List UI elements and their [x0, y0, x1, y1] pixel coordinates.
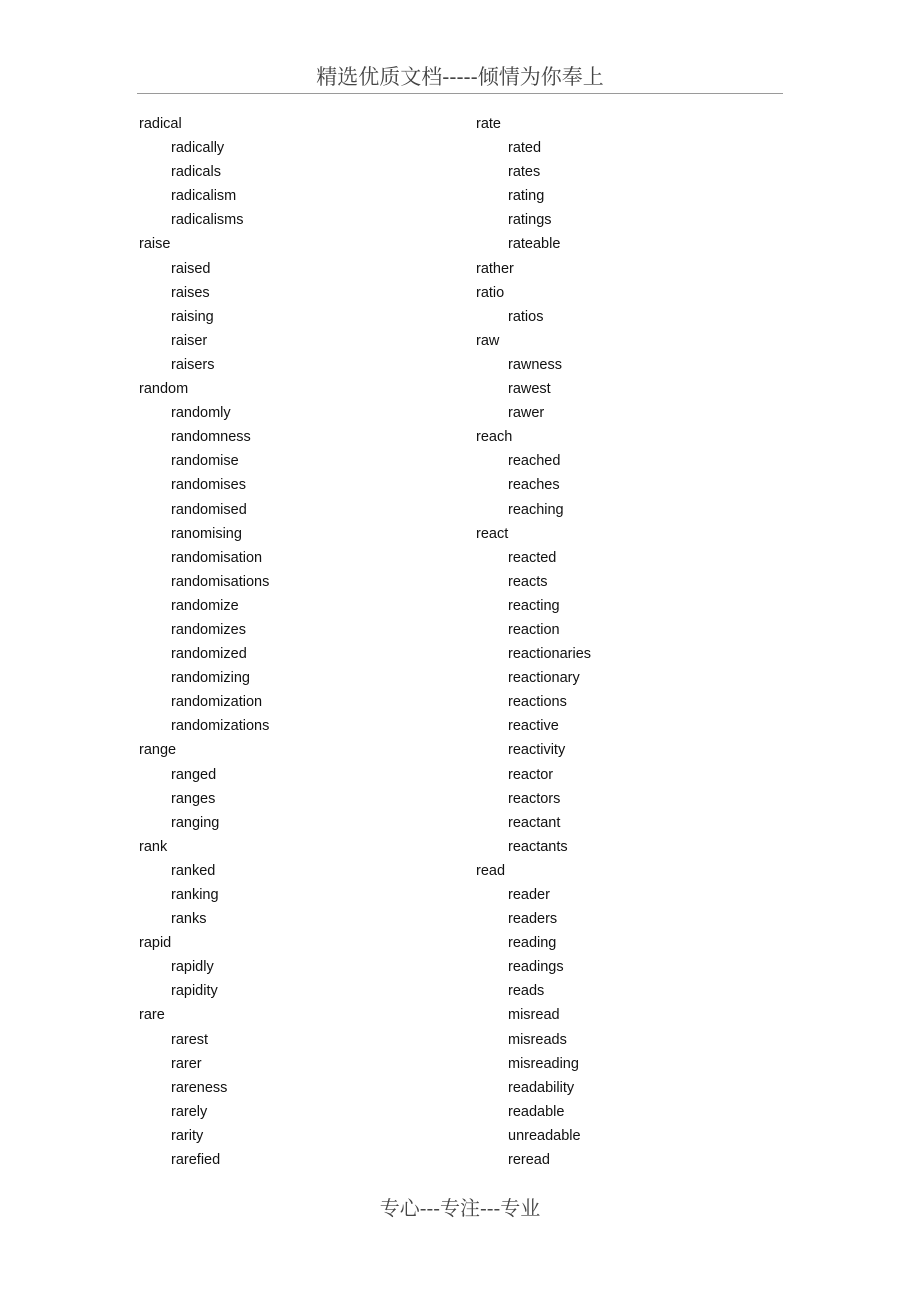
word-form: rarity	[171, 1127, 204, 1144]
word-form: rareness	[171, 1079, 228, 1096]
page-footer: 专心---专注---专业	[379, 1196, 541, 1220]
word-list-right-column	[476, 112, 591, 1172]
headword: rapid	[139, 935, 172, 952]
word-list-left-column	[139, 112, 269, 1172]
word-form: reaching	[508, 501, 564, 518]
headword: read	[476, 862, 506, 879]
word-form: ranks	[171, 911, 207, 928]
word-form: readable	[508, 1103, 565, 1120]
word-form: ranking	[171, 887, 219, 903]
headword: raw	[476, 332, 500, 349]
word-form: raising	[171, 308, 214, 325]
word-form: reaches	[508, 477, 560, 494]
word-form: rated	[508, 140, 542, 157]
word-form: reactive	[508, 718, 559, 735]
word-form: readers	[508, 911, 558, 928]
word-form: reactor	[508, 766, 554, 783]
word-form: reactors	[508, 790, 561, 807]
word-form: rapidly	[171, 959, 214, 976]
word-form: radicals	[171, 164, 221, 181]
word-form: rateable	[508, 236, 561, 253]
word-form: misreading	[508, 1055, 579, 1072]
word-form: reactant	[508, 814, 561, 831]
word-form: rarer	[171, 1055, 202, 1072]
word-form: reaction	[508, 621, 560, 638]
word-form: ratings	[508, 212, 552, 229]
word-form: readability	[508, 1079, 575, 1096]
word-form: randomizing	[171, 670, 250, 687]
word-form: reading	[508, 935, 557, 952]
word-form: rates	[508, 164, 541, 181]
word-form: randomises	[171, 477, 246, 494]
word-form: rawest	[508, 381, 551, 398]
word-form: rawness	[508, 356, 562, 373]
word-form: ranged	[171, 766, 217, 783]
word-form: ratios	[508, 308, 544, 325]
word-form: reacts	[508, 573, 548, 590]
word-form: reacted	[508, 549, 557, 566]
word-form: reactivity	[508, 742, 566, 759]
word-form: raises	[171, 284, 210, 301]
word-form: randomise	[171, 453, 239, 470]
word-form: rating	[508, 188, 545, 205]
headword: random	[139, 381, 189, 398]
word-form: rawer	[508, 405, 545, 422]
word-form: radicalisms	[171, 212, 244, 229]
headword: raise	[139, 236, 171, 253]
word-form: randomization	[171, 694, 263, 711]
headword: react	[476, 525, 509, 542]
word-form: misreads	[508, 1031, 567, 1048]
word-form: radicalism	[171, 188, 237, 205]
word-form: rapidity	[171, 983, 218, 1000]
word-form: reached	[508, 453, 561, 470]
word-form: randomized	[171, 646, 247, 663]
page-header: 精选优质文档-----倾情为你奉上	[316, 65, 604, 89]
word-form: reread	[508, 1152, 550, 1169]
word-form: reader	[508, 887, 550, 903]
word-form: reads	[508, 983, 545, 1000]
word-form: raiser	[171, 332, 208, 349]
headword: rare	[139, 1007, 165, 1024]
word-form: randomly	[171, 405, 231, 422]
word-form: raised	[171, 260, 211, 277]
word-form: ranked	[171, 862, 216, 879]
word-form: randomizations	[171, 718, 270, 735]
word-form: ranging	[171, 814, 220, 831]
word-form: randomisations	[171, 573, 270, 590]
word-form: randomize	[171, 597, 239, 614]
word-form: reactionary	[508, 670, 580, 687]
word-form: rarely	[171, 1103, 208, 1120]
word-form: rarefied	[171, 1152, 221, 1169]
headword: rank	[139, 838, 168, 855]
word-form: unreadable	[508, 1127, 581, 1144]
word-form: reactionaries	[508, 646, 592, 663]
word-form: rarest	[171, 1031, 209, 1048]
headword: range	[139, 742, 177, 759]
word-form: reactants	[508, 838, 568, 855]
word-form: randomness	[171, 429, 251, 446]
word-form: radically	[171, 140, 225, 157]
word-form: misread	[508, 1007, 560, 1024]
word-form: randomisation	[171, 549, 263, 566]
word-form: ranges	[171, 790, 216, 807]
word-form: ranomising	[171, 525, 242, 542]
word-form: readings	[508, 959, 564, 976]
word-form: raisers	[171, 356, 215, 373]
headword: radical	[139, 116, 182, 132]
word-form: randomizes	[171, 621, 246, 638]
headword: ratio	[476, 284, 505, 301]
headword: rate	[476, 116, 501, 132]
word-form: randomised	[171, 501, 247, 518]
headword: rather	[476, 260, 514, 277]
word-form: reacting	[508, 597, 560, 614]
word-form: reactions	[508, 694, 567, 711]
headword: reach	[476, 429, 513, 446]
header-divider	[137, 93, 783, 94]
